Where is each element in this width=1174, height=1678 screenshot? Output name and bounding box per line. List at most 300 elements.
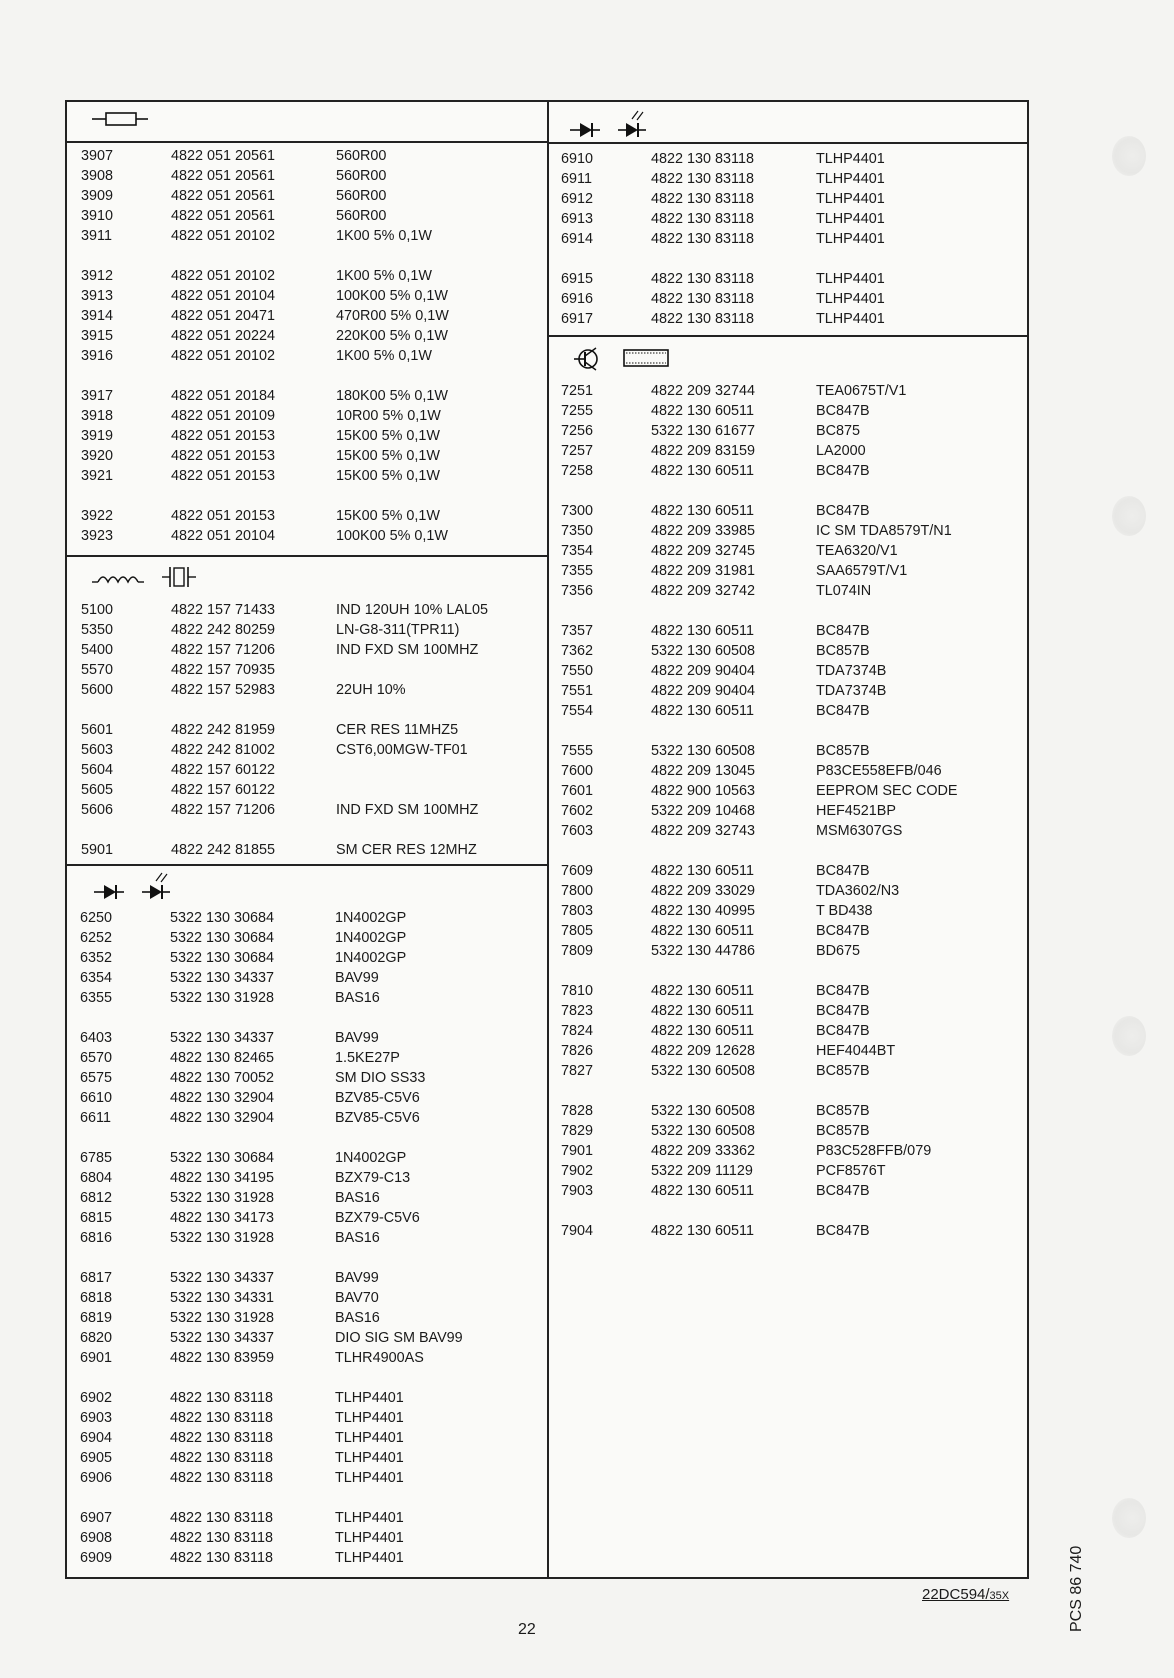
position-number: 3908 xyxy=(81,168,114,184)
position-number: 7823 xyxy=(561,1003,594,1019)
ordering-code: 4822 051 20561 xyxy=(171,208,276,224)
part-description: BC857B xyxy=(816,1123,870,1139)
part-description: IC SM TDA8579T/N1 xyxy=(816,523,952,539)
position-number: 7550 xyxy=(561,663,594,679)
part-description: BC847B xyxy=(816,623,870,639)
ordering-code: 4822 130 83118 xyxy=(651,191,754,207)
part-description: TLHP4401 xyxy=(816,291,885,307)
part-description: BAV99 xyxy=(335,1030,379,1046)
part-description: TLHP4401 xyxy=(335,1430,404,1446)
part-description: BC875 xyxy=(816,423,861,439)
part-description: TL074IN xyxy=(816,583,872,599)
ordering-code: 5322 130 31928 xyxy=(170,1230,275,1246)
position-number: 6816 xyxy=(80,1230,113,1246)
ordering-code: 5322 130 34337 xyxy=(170,1030,275,1046)
position-number: 6815 xyxy=(80,1210,113,1226)
position-number: 7555 xyxy=(561,743,594,759)
part-description: BC847B xyxy=(816,703,870,719)
position-number: 6910 xyxy=(561,151,594,167)
punch-hole xyxy=(1112,136,1146,176)
position-number: 7810 xyxy=(561,983,594,999)
part-description: BC847B xyxy=(816,1003,870,1019)
ordering-code: 5322 130 30684 xyxy=(170,930,275,946)
ordering-code: 5322 209 10468 xyxy=(651,803,756,819)
part-description: 1.5KE27P xyxy=(335,1050,400,1066)
ordering-code: 5322 130 44786 xyxy=(651,943,756,959)
part-description: HEF4044BT xyxy=(816,1043,896,1059)
position-number: 3918 xyxy=(81,408,114,424)
position-number: 5604 xyxy=(81,762,114,778)
position-number: 3907 xyxy=(81,148,114,164)
position-number: 6916 xyxy=(561,291,594,307)
position-number: 7826 xyxy=(561,1043,594,1059)
part-description: SAA6579T/V1 xyxy=(816,563,908,579)
transistor-ic-icon xyxy=(572,344,672,379)
header-rule-left xyxy=(65,141,547,143)
ordering-code: 4822 242 81959 xyxy=(171,722,276,738)
ordering-code: 4822 157 71433 xyxy=(171,602,276,618)
position-number: 6817 xyxy=(80,1270,113,1286)
position-number: 6901 xyxy=(80,1350,113,1366)
position-number: 6252 xyxy=(80,930,113,946)
part-description: TLHP4401 xyxy=(335,1510,404,1526)
part-description: EEPROM SEC CODE xyxy=(816,783,958,799)
part-description: P83CE558EFB/046 xyxy=(816,763,942,779)
position-number: 6914 xyxy=(561,231,594,247)
position-number: 6908 xyxy=(80,1530,113,1546)
ordering-code: 5322 130 60508 xyxy=(651,743,756,759)
ordering-code: 4822 157 52983 xyxy=(171,682,276,698)
ordering-code: 4822 130 60511 xyxy=(651,923,754,939)
position-number: 7601 xyxy=(561,783,594,799)
position-number: 6812 xyxy=(80,1190,113,1206)
position-number: 7257 xyxy=(561,443,594,459)
position-number: 7829 xyxy=(561,1123,594,1139)
part-description: TLHR4900AS xyxy=(335,1350,424,1366)
ordering-code: 4822 209 32744 xyxy=(651,383,756,399)
position-number: 6250 xyxy=(80,910,113,926)
page-number: 22 xyxy=(518,1621,536,1638)
part-description: 15K00 5% 0,1W xyxy=(336,508,440,524)
part-description: BAS16 xyxy=(335,1310,380,1326)
part-description: HEF4521BP xyxy=(816,803,896,819)
ordering-code: 5322 130 31928 xyxy=(170,990,275,1006)
part-description: TLHP4401 xyxy=(816,311,885,327)
position-number: 6785 xyxy=(80,1150,113,1166)
position-number: 3915 xyxy=(81,328,114,344)
ordering-code: 4822 130 83118 xyxy=(170,1430,273,1446)
position-number: 3913 xyxy=(81,288,114,304)
ordering-code: 5322 130 60508 xyxy=(651,1103,756,1119)
part-description: 1K00 5% 0,1W xyxy=(336,228,432,244)
part-description: T BD438 xyxy=(816,903,873,919)
punch-hole xyxy=(1112,1498,1146,1538)
part-description: BC857B xyxy=(816,1063,870,1079)
position-number: 6909 xyxy=(80,1550,113,1566)
ordering-code: 4822 051 20184 xyxy=(171,388,276,404)
ordering-code: 4822 209 83159 xyxy=(651,443,756,459)
ordering-code: 4822 130 60511 xyxy=(651,1183,754,1199)
resistor-icon xyxy=(92,108,148,135)
ordering-code: 4822 051 20561 xyxy=(171,148,276,164)
ordering-code: 4822 130 60511 xyxy=(651,1003,754,1019)
ordering-code: 4822 051 20109 xyxy=(171,408,276,424)
ordering-code: 4822 130 32904 xyxy=(170,1110,275,1126)
part-description: CER RES 11MHZ5 xyxy=(336,722,459,738)
ordering-code: 4822 051 20561 xyxy=(171,188,276,204)
part-description: IND 120UH 10% LAL05 xyxy=(336,602,488,618)
ordering-code: 4822 209 32743 xyxy=(651,823,756,839)
ordering-code: 4822 130 60511 xyxy=(651,403,754,419)
position-number: 6907 xyxy=(80,1510,113,1526)
ordering-code: 4822 130 60511 xyxy=(651,1023,754,1039)
position-number: 6818 xyxy=(80,1290,113,1306)
ordering-code: 4822 130 34195 xyxy=(170,1170,275,1186)
position-number: 6610 xyxy=(80,1090,113,1106)
ordering-code: 4822 051 20224 xyxy=(171,328,276,344)
part-description: BC847B xyxy=(816,1183,870,1199)
ordering-code: 4822 130 83118 xyxy=(651,171,754,187)
ordering-code: 5322 130 60508 xyxy=(651,1063,756,1079)
part-description: TLHP4401 xyxy=(816,171,885,187)
ordering-code: 4822 130 83118 xyxy=(170,1450,273,1466)
ordering-code: 4822 130 60511 xyxy=(651,703,754,719)
ordering-code: 4822 209 33029 xyxy=(651,883,756,899)
section-divider-inductors xyxy=(65,555,547,557)
position-number: 6611 xyxy=(80,1110,111,1126)
part-description: IND FXD SM 100MHZ xyxy=(336,802,479,818)
part-description: BAV70 xyxy=(335,1290,379,1306)
position-number: 7251 xyxy=(561,383,594,399)
part-description: BAS16 xyxy=(335,1230,380,1246)
part-description: 1K00 5% 0,1W xyxy=(336,348,432,364)
ordering-code: 4822 130 83118 xyxy=(170,1550,273,1566)
document-reference: 22DC594/35X xyxy=(922,1586,1010,1603)
part-description: BAS16 xyxy=(335,990,380,1006)
part-description: 15K00 5% 0,1W xyxy=(336,468,440,484)
position-number: 6912 xyxy=(561,191,594,207)
ordering-code: 4822 130 83118 xyxy=(651,211,754,227)
position-number: 7609 xyxy=(561,863,594,879)
ordering-code: 5322 130 61677 xyxy=(651,423,756,439)
position-number: 3912 xyxy=(81,268,114,284)
part-description: 100K00 5% 0,1W xyxy=(336,528,448,544)
position-number: 7258 xyxy=(561,463,594,479)
ordering-code: 4822 051 20153 xyxy=(171,508,276,524)
position-number: 7354 xyxy=(561,543,594,559)
ordering-code: 4822 051 20102 xyxy=(171,228,276,244)
position-number: 6906 xyxy=(80,1470,113,1486)
ordering-code: 5322 130 31928 xyxy=(170,1190,275,1206)
position-number: 5600 xyxy=(81,682,114,698)
section-divider-transistors xyxy=(547,335,1029,337)
ordering-code: 4822 130 82465 xyxy=(170,1050,275,1066)
ordering-code: 4822 209 31981 xyxy=(651,563,756,579)
part-description: BC847B xyxy=(816,1023,870,1039)
position-number: 5400 xyxy=(81,642,114,658)
part-description: 15K00 5% 0,1W xyxy=(336,428,440,444)
position-number: 6352 xyxy=(80,950,113,966)
part-description: 560R00 xyxy=(336,168,387,184)
position-number: 6570 xyxy=(80,1050,113,1066)
position-number: 7551 xyxy=(561,683,594,699)
part-description: BAV99 xyxy=(335,970,379,986)
position-number: 3923 xyxy=(81,528,114,544)
part-description: 180K00 5% 0,1W xyxy=(336,388,448,404)
part-description: BC847B xyxy=(816,983,870,999)
ordering-code: 5322 130 30684 xyxy=(170,1150,275,1166)
part-description: BC847B xyxy=(816,403,870,419)
position-number: 7805 xyxy=(561,923,594,939)
position-number: 7362 xyxy=(561,643,594,659)
part-description: BD675 xyxy=(816,943,861,959)
ordering-code: 4822 209 90404 xyxy=(651,663,756,679)
position-number: 7902 xyxy=(561,1163,594,1179)
position-number: 6911 xyxy=(561,171,592,187)
position-number: 7300 xyxy=(561,503,594,519)
column-divider xyxy=(547,100,549,1579)
ordering-code: 4822 051 20102 xyxy=(171,348,276,364)
ordering-code: 4822 209 32742 xyxy=(651,583,756,599)
ordering-code: 4822 130 32904 xyxy=(170,1090,275,1106)
ordering-code: 4822 130 60511 xyxy=(651,863,754,879)
part-description: IND FXD SM 100MHZ xyxy=(336,642,479,658)
part-description: PCF8576T xyxy=(816,1163,886,1179)
part-description: TEA0675T/V1 xyxy=(816,383,907,399)
ordering-code: 4822 130 60511 xyxy=(651,1223,754,1239)
ordering-code: 4822 242 80259 xyxy=(171,622,276,638)
position-number: 5100 xyxy=(81,602,114,618)
ordering-code: 4822 209 33362 xyxy=(651,1143,756,1159)
position-number: 3921 xyxy=(81,468,114,484)
part-description: TDA3602/N3 xyxy=(816,883,900,899)
position-number: 7554 xyxy=(561,703,594,719)
position-number: 7901 xyxy=(561,1143,594,1159)
ordering-code: 4822 051 20471 xyxy=(171,308,276,324)
ordering-code: 4822 051 20104 xyxy=(171,528,276,544)
position-number: 7600 xyxy=(561,763,594,779)
ordering-code: 4822 209 32745 xyxy=(651,543,756,559)
position-number: 7809 xyxy=(561,943,594,959)
position-number: 7800 xyxy=(561,883,594,899)
position-number: 6804 xyxy=(80,1170,113,1186)
ordering-code: 4822 051 20561 xyxy=(171,168,276,184)
ordering-code: 4822 130 60511 xyxy=(651,623,754,639)
ordering-code: 4822 209 90404 xyxy=(651,683,756,699)
part-description: TLHP4401 xyxy=(335,1470,404,1486)
part-description: TLHP4401 xyxy=(816,271,885,287)
part-description: 100K00 5% 0,1W xyxy=(336,288,448,304)
ordering-code: 5322 130 34337 xyxy=(170,1270,275,1286)
ordering-code: 4822 157 60122 xyxy=(171,762,276,778)
part-description: SM DIO SS33 xyxy=(335,1070,426,1086)
part-description: TLHP4401 xyxy=(335,1410,404,1426)
part-description: CST6,00MGW-TF01 xyxy=(336,742,468,758)
position-number: 7255 xyxy=(561,403,594,419)
part-description: BC847B xyxy=(816,463,870,479)
part-description: 1K00 5% 0,1W xyxy=(336,268,432,284)
position-number: 6915 xyxy=(561,271,594,287)
ordering-code: 4822 051 20102 xyxy=(171,268,276,284)
ordering-code: 5322 130 34337 xyxy=(170,970,275,986)
position-number: 6355 xyxy=(80,990,113,1006)
ordering-code: 4822 130 83118 xyxy=(170,1510,273,1526)
ordering-code: 4822 130 70052 xyxy=(170,1070,275,1086)
part-description: TDA7374B xyxy=(816,663,887,679)
part-description: TLHP4401 xyxy=(335,1550,404,1566)
part-description: 1N4002GP xyxy=(335,910,407,926)
ordering-code: 4822 130 40995 xyxy=(651,903,756,919)
ordering-code: 4822 130 83118 xyxy=(170,1530,273,1546)
position-number: 6905 xyxy=(80,1450,113,1466)
part-description: 22UH 10% xyxy=(336,682,406,698)
part-description: LN-G8-311(TPR11) xyxy=(336,622,460,638)
punch-hole xyxy=(1112,1016,1146,1056)
position-number: 6904 xyxy=(80,1430,113,1446)
position-number: 5601 xyxy=(81,722,114,738)
part-description: BC847B xyxy=(816,923,870,939)
ordering-code: 4822 130 60511 xyxy=(651,983,754,999)
ordering-code: 4822 051 20153 xyxy=(171,428,276,444)
position-number: 7603 xyxy=(561,823,594,839)
ordering-code: 5322 130 60508 xyxy=(651,643,756,659)
ordering-code: 5322 130 60508 xyxy=(651,1123,756,1139)
ordering-code: 4822 130 83118 xyxy=(170,1390,273,1406)
position-number: 5570 xyxy=(81,662,114,678)
ordering-code: 4822 157 71206 xyxy=(171,802,276,818)
position-number: 3920 xyxy=(81,448,114,464)
part-description: 560R00 xyxy=(336,148,387,164)
part-description: BC857B xyxy=(816,1103,870,1119)
part-description: TLHP4401 xyxy=(816,231,885,247)
part-description: BC847B xyxy=(816,863,870,879)
ordering-code: 4822 130 83118 xyxy=(651,151,754,167)
part-description: TLHP4401 xyxy=(335,1450,404,1466)
ordering-code: 5322 130 34337 xyxy=(170,1330,275,1346)
side-document-label: PCS 86 740 xyxy=(1068,1545,1085,1632)
ordering-code: 4822 242 81002 xyxy=(171,742,276,758)
part-description: LA2000 xyxy=(816,443,866,459)
position-number: 7904 xyxy=(561,1223,594,1239)
ordering-code: 4822 130 83118 xyxy=(651,291,754,307)
position-number: 6903 xyxy=(80,1410,113,1426)
ordering-code: 4822 157 71206 xyxy=(171,642,276,658)
part-description: 560R00 xyxy=(336,208,387,224)
position-number: 3917 xyxy=(81,388,114,404)
part-description: 560R00 xyxy=(336,188,387,204)
part-description: TDA7374B xyxy=(816,683,887,699)
position-number: 7357 xyxy=(561,623,594,639)
ordering-code: 4822 051 20104 xyxy=(171,288,276,304)
ordering-code: 4822 130 83118 xyxy=(170,1410,273,1426)
part-description: BZV85-C5V6 xyxy=(335,1110,420,1126)
part-description: BC847B xyxy=(816,1223,870,1239)
position-number: 5605 xyxy=(81,782,114,798)
position-number: 7903 xyxy=(561,1183,594,1199)
part-description: TLHP4401 xyxy=(816,211,885,227)
position-number: 5603 xyxy=(81,742,114,758)
ordering-code: 4822 051 20153 xyxy=(171,448,276,464)
position-number: 6575 xyxy=(80,1070,113,1086)
part-description: BZV85-C5V6 xyxy=(335,1090,420,1106)
ordering-code: 4822 130 60511 xyxy=(651,463,754,479)
diode-led-icon xyxy=(92,870,192,907)
part-description: BC857B xyxy=(816,743,870,759)
position-number: 7828 xyxy=(561,1103,594,1119)
part-description: BC847B xyxy=(816,503,870,519)
position-number: 5350 xyxy=(81,622,114,638)
ordering-code: 4822 130 83118 xyxy=(651,231,754,247)
position-number: 7824 xyxy=(561,1023,594,1039)
ordering-code: 4822 209 13045 xyxy=(651,763,756,779)
ordering-code: 4822 130 83118 xyxy=(651,271,754,287)
position-number: 5606 xyxy=(81,802,114,818)
ordering-code: 4822 209 33985 xyxy=(651,523,756,539)
ordering-code: 4822 130 83118 xyxy=(651,311,754,327)
position-number: 5901 xyxy=(81,842,114,858)
position-number: 7803 xyxy=(561,903,594,919)
position-number: 6403 xyxy=(80,1030,113,1046)
part-description: SM CER RES 12MHZ xyxy=(336,842,477,858)
position-number: 3910 xyxy=(81,208,114,224)
ordering-code: 5322 130 30684 xyxy=(170,910,275,926)
part-description: BZX79-C5V6 xyxy=(335,1210,420,1226)
position-number: 3914 xyxy=(81,308,114,324)
position-number: 6902 xyxy=(80,1390,113,1406)
part-description: 1N4002GP xyxy=(335,930,407,946)
inductor-crystal-icon xyxy=(92,562,222,597)
position-number: 6354 xyxy=(80,970,113,986)
ordering-code: 4822 242 81855 xyxy=(171,842,276,858)
ordering-code: 4822 130 34173 xyxy=(170,1210,275,1226)
part-description: 1N4002GP xyxy=(335,950,407,966)
position-number: 6819 xyxy=(80,1310,113,1326)
position-number: 3922 xyxy=(81,508,114,524)
part-description: TLHP4401 xyxy=(335,1390,404,1406)
part-description: BAS16 xyxy=(335,1190,380,1206)
ordering-code: 4822 209 12628 xyxy=(651,1043,756,1059)
part-description: BZX79-C13 xyxy=(335,1170,411,1186)
position-number: 6917 xyxy=(561,311,594,327)
position-number: 3916 xyxy=(81,348,114,364)
position-number: 7602 xyxy=(561,803,594,819)
position-number: 6820 xyxy=(80,1330,113,1346)
position-number: 6913 xyxy=(561,211,594,227)
position-number: 3911 xyxy=(81,228,112,244)
part-description: 470R00 5% 0,1W xyxy=(336,308,449,324)
position-number: 7350 xyxy=(561,523,594,539)
ordering-code: 5322 209 11129 xyxy=(651,1163,753,1179)
section-divider-diodes xyxy=(65,864,547,866)
diode-led-icon xyxy=(568,108,668,145)
ordering-code: 4822 051 20153 xyxy=(171,468,276,484)
position-number: 7356 xyxy=(561,583,594,599)
part-description: TEA6320/V1 xyxy=(816,543,898,559)
position-number: 7256 xyxy=(561,423,594,439)
ordering-code: 5322 130 31928 xyxy=(170,1310,275,1326)
part-description: DIO SIG SM BAV99 xyxy=(335,1330,463,1346)
part-description: 1N4002GP xyxy=(335,1150,407,1166)
position-number: 7355 xyxy=(561,563,594,579)
part-description: 220K00 5% 0,1W xyxy=(336,328,448,344)
part-description: MSM6307GS xyxy=(816,823,903,839)
ordering-code: 4822 130 83118 xyxy=(170,1470,273,1486)
ordering-code: 5322 130 30684 xyxy=(170,950,275,966)
ordering-code: 4822 157 60122 xyxy=(171,782,276,798)
position-number: 3909 xyxy=(81,188,114,204)
part-description: P83C528FFB/079 xyxy=(816,1143,932,1159)
part-description: 10R00 5% 0,1W xyxy=(336,408,441,424)
